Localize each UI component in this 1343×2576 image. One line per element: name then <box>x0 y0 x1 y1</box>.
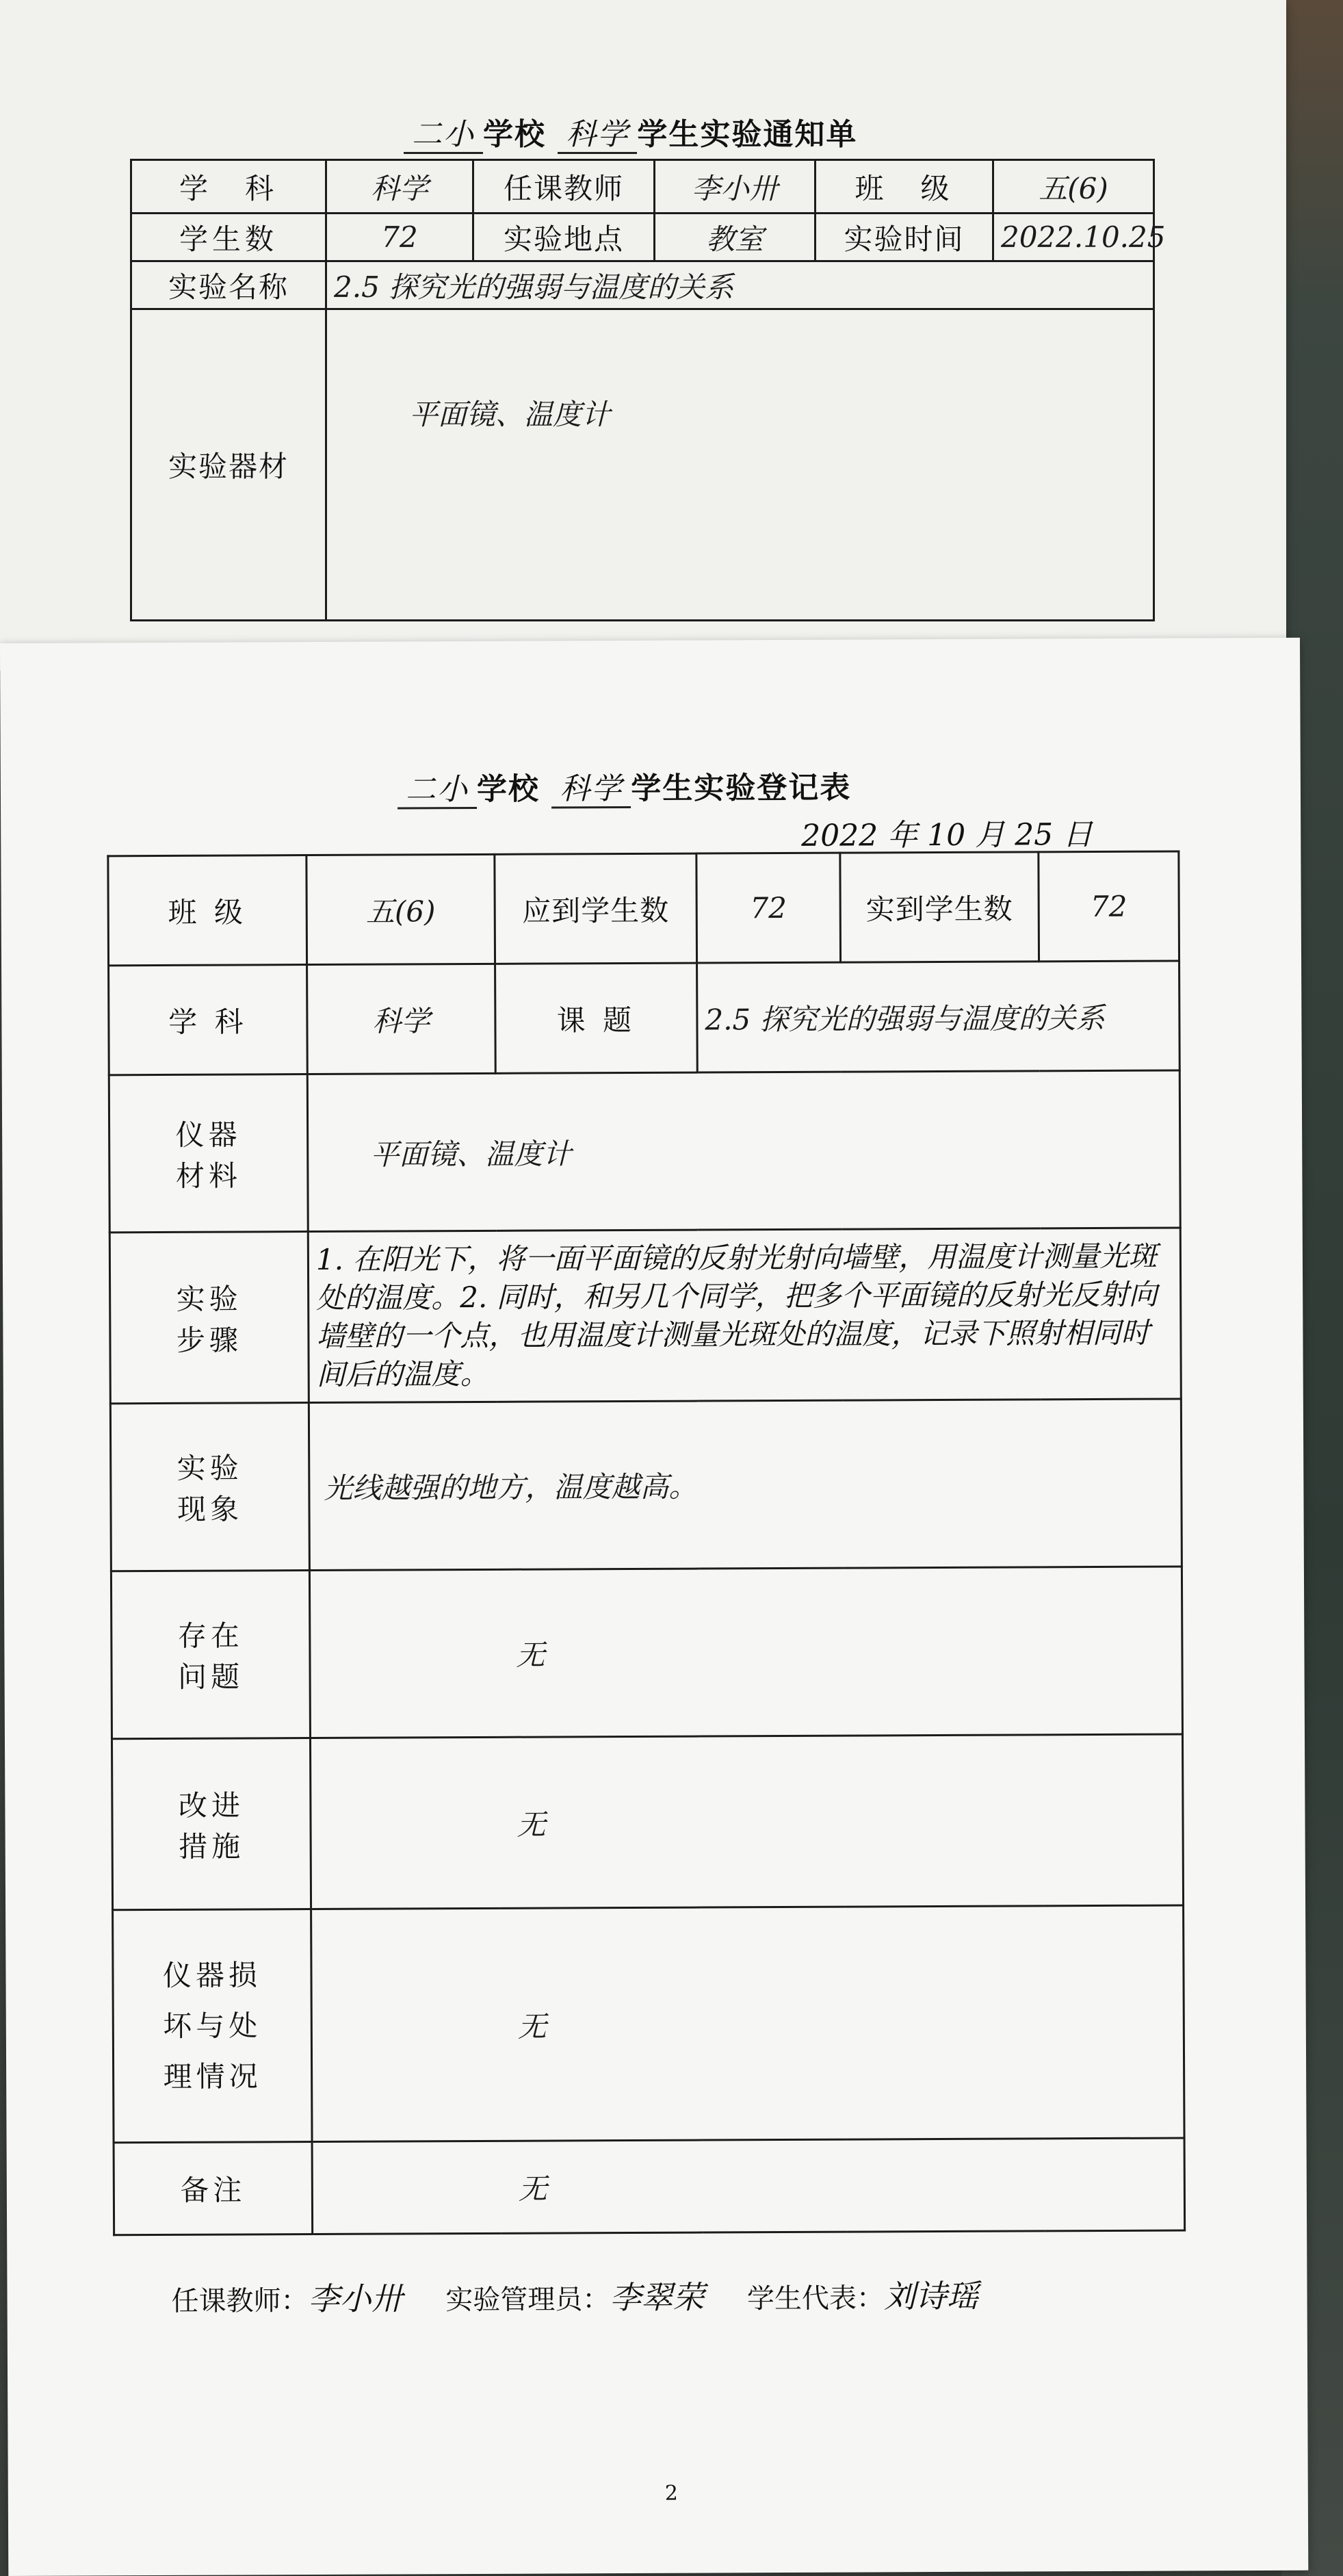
notice-sheet <box>0 0 1286 671</box>
register-row-damage <box>113 1905 1184 2143</box>
register-phenomenon-label: 实验现象 <box>110 1403 309 1571</box>
footer-student-label: 学生代表： <box>746 2282 885 2315</box>
register-damage-value: 无 <box>311 1905 1184 2142</box>
footer-manager-label: 实验管理员： <box>445 2284 610 2317</box>
notice-row-3 <box>131 261 1154 309</box>
register-remarks-value: 无 <box>312 2138 1185 2234</box>
notice-title-prefix: 二小 <box>404 117 483 154</box>
notice-time-label: 实验时间 <box>816 214 993 261</box>
register-row-remarks <box>114 2138 1185 2235</box>
register-title-prefix: 二小 <box>397 772 477 810</box>
register-row-phenomenon <box>110 1399 1182 1571</box>
notice-title <box>404 110 857 153</box>
notice-row-1 <box>131 160 1154 214</box>
notice-teacher-label: 任课教师 <box>473 160 655 214</box>
register-expected-value: 72 <box>696 853 841 963</box>
page-number: 2 <box>664 2481 678 2506</box>
register-row-materials <box>109 1070 1180 1233</box>
register-damage-label: 仪器损坏与处理情况 <box>113 1909 312 2143</box>
register-title <box>397 763 852 809</box>
register-problems-label: 存在问题 <box>111 1571 310 1739</box>
register-steps-value: 1. 在阳光下，将一面平面镜的反射光射向墙壁，用温度计测量光斑处的温度。2. 同时，和另几个同学，把多个平面镜的反射光反射向墙壁的一个点，也用温度计测量光斑处的温度，记录下照射相同时间后的温度。 <box>308 1228 1181 1403</box>
notice-students-label: 学生数 <box>131 214 326 261</box>
notice-name-label: 实验名称 <box>131 261 326 309</box>
register-actual-label: 实到学生数 <box>840 852 1039 962</box>
register-subject-label: 学 科 <box>109 965 308 1075</box>
register-class-value: 五(6) <box>307 854 495 964</box>
register-topic-value: 2.5 探究光的强弱与温度的关系 <box>697 961 1180 1072</box>
register-table <box>107 850 1186 2236</box>
register-footer <box>171 2271 978 2320</box>
register-improve-value: 无 <box>310 1734 1183 1909</box>
footer-teacher-signature: 李小卅 <box>308 2280 403 2318</box>
register-remarks-label: 备注 <box>114 2142 313 2235</box>
footer-student-signature: 刘诗瑶 <box>883 2277 979 2315</box>
notice-class-value: 五(6) <box>993 160 1154 214</box>
notice-row-4 <box>131 309 1154 621</box>
register-problems-value: 无 <box>309 1567 1182 1738</box>
notice-students-value: 72 <box>326 214 473 261</box>
notice-teacher-value: 李小卅 <box>655 160 816 214</box>
notice-title-subject: 科学 <box>558 117 637 154</box>
register-date: 2022 年 10 月 25 日 <box>801 817 1093 853</box>
footer-manager-signature: 李翠荣 <box>610 2278 705 2317</box>
register-steps-label: 实验步骤 <box>109 1232 309 1404</box>
notice-time-value: 2022.10.25 <box>993 214 1154 261</box>
register-row-class <box>108 851 1179 966</box>
register-actual-value: 72 <box>1039 851 1179 962</box>
footer-teacher-label: 任课教师： <box>171 2285 309 2317</box>
register-class-label: 班 级 <box>108 855 307 966</box>
notice-title-suffix: 学生实验通知单 <box>637 117 858 152</box>
register-phenomenon-value: 光线越强的地方，温度越高。 <box>309 1399 1182 1571</box>
notice-place-label: 实验地点 <box>473 214 655 261</box>
register-title-suffix: 学生实验登记表 <box>631 770 852 806</box>
register-improve-label: 改进措施 <box>112 1738 311 1910</box>
notice-name-value: 2.5 探究光的强弱与温度的关系 <box>326 261 1154 309</box>
register-row-steps <box>109 1228 1181 1404</box>
register-title-school: 学校 <box>476 771 540 807</box>
register-title-subject: 科学 <box>551 771 631 809</box>
register-row-improve <box>112 1734 1183 1910</box>
register-subject-value: 科学 <box>307 964 496 1074</box>
notice-table <box>130 159 1166 621</box>
notice-equipment-value: 平面镜、温度计 <box>326 309 1154 621</box>
notice-subject-value: 科学 <box>326 160 473 214</box>
notice-subject-label: 学 科 <box>131 160 326 214</box>
notice-place-value: 教室 <box>655 214 816 261</box>
register-row-problems <box>111 1567 1182 1739</box>
notice-equipment-label: 实验器材 <box>131 309 326 621</box>
register-expected-label: 应到学生数 <box>495 853 697 964</box>
register-row-subject <box>109 961 1180 1075</box>
notice-class-label: 班 级 <box>816 160 993 214</box>
register-sheet <box>0 638 1308 2576</box>
register-topic-label: 课 题 <box>495 963 698 1073</box>
notice-row-2 <box>131 214 1154 261</box>
notice-title-school: 学校 <box>483 117 546 152</box>
register-materials-label: 仪器材料 <box>109 1074 308 1233</box>
register-materials-value: 平面镜、温度计 <box>307 1070 1180 1232</box>
